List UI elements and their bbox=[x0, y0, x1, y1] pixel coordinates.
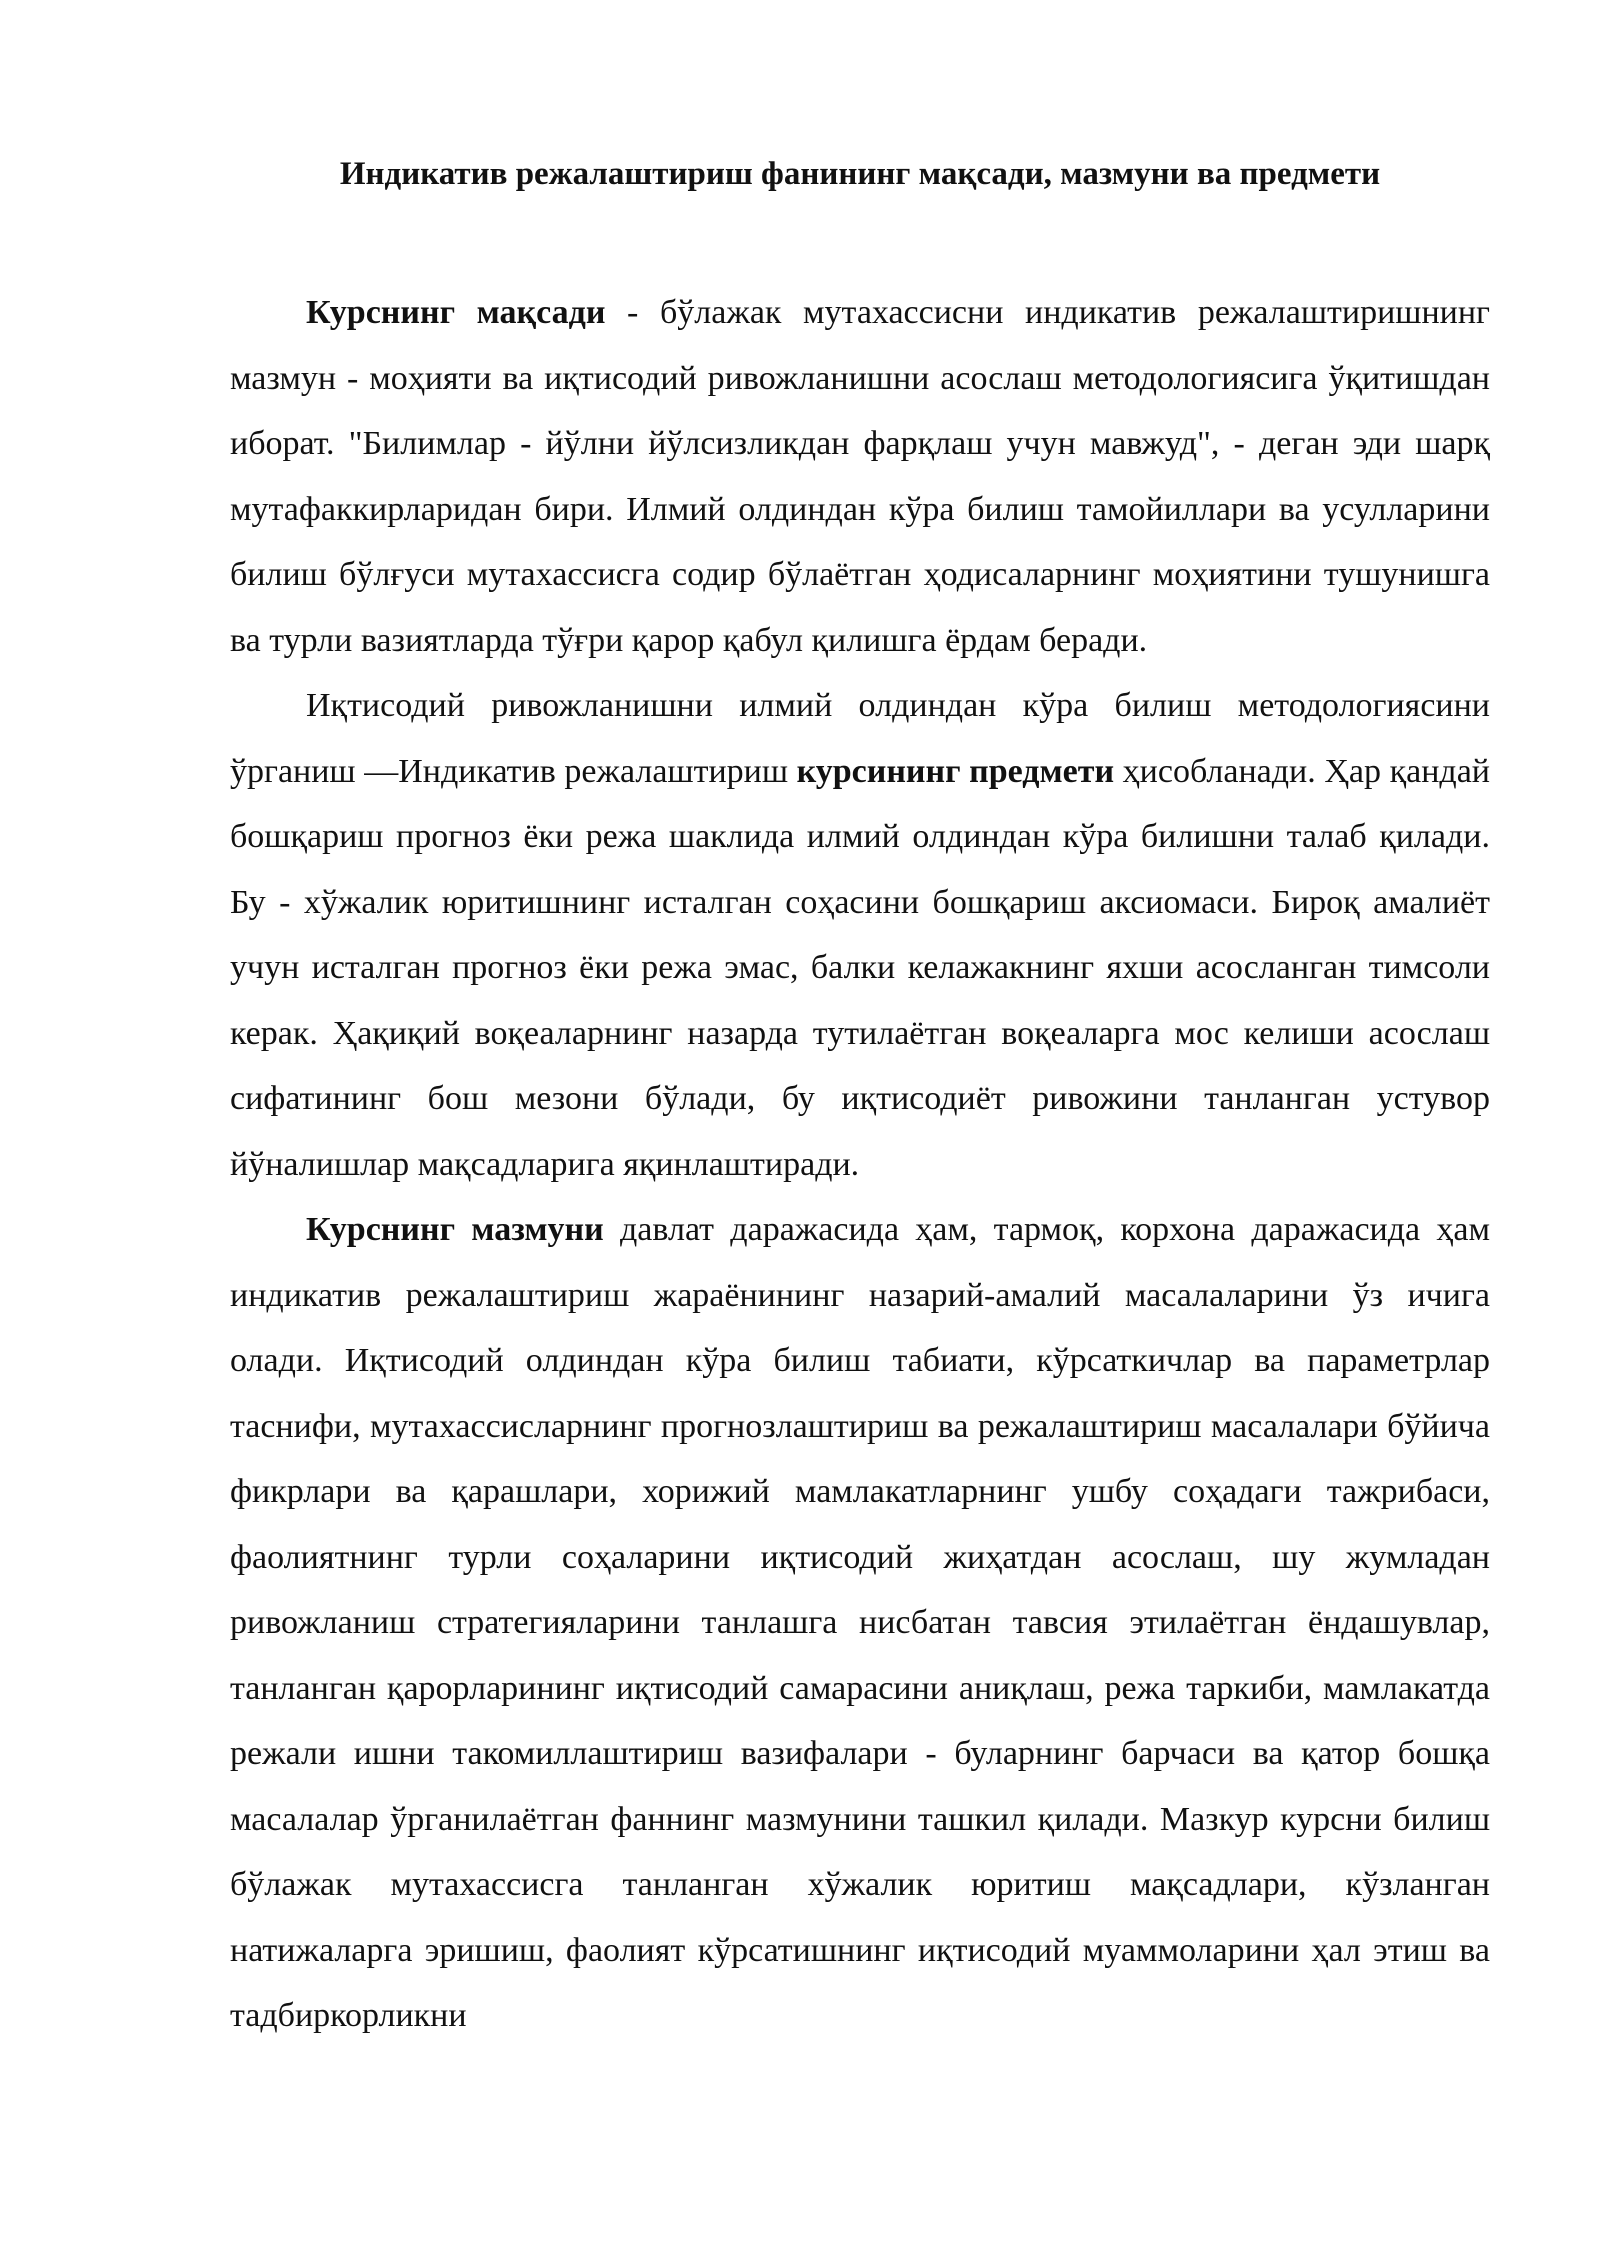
document-title: Индикатив режалаштириш фанининг мақсади, мазмуни ва предмети bbox=[339, 156, 1381, 192]
paragraph-course-subject bbox=[230, 673, 1490, 1197]
term-course-content: Курснинг мазмуни bbox=[306, 1211, 604, 1248]
term-course-goal: Курснинг мақсади bbox=[306, 294, 606, 331]
paragraph-text: давлат даражасида ҳам, тармоқ, корхона даражасида ҳам индикатив режалаштириш жараёнининг назарий-амалий масалаларини ўз ичига олади. Иқтисодий олдиндан кўра билиш табиати, кўрсаткичлар ва параметрлар таснифи, мутахассисларнинг прогнозлаштириш ва режалаштириш масалалари бўйича фикрлари ва қарашлари, хорижий мамлакатларнинг ушбу соҳадаги тажрибаси, фаолиятнинг турли соҳаларини иқтисодий жиҳатдан асослаш, шу жумладан ривожланиш стратегияларини танлашга нисбатан тавсия этилаётган ёндашувлар, танланган қарорларининг иқтисодий самарасини аниқлаш, режа таркиби, мамлакатда режали ишни такомиллаштириш вазифалари - буларнинг барчаси ва қатор бошқа масалалар ўрганилаётган фаннинг мазмунини ташкил қилади. Мазкур курсни билиш бўлажак мутахассисга танланган хўжалик юритиш мақсадлари, кўзланган натижаларга эришиш, фаолият кўрсатишнинг иқтисодий муаммоларини ҳал этиш ва тадбиркорликни bbox=[230, 1211, 1490, 2034]
paragraph-text: - бўлажак мутахассисни индикатив режалаштиришнинг мазмун - моҳияти ва иқтисодий ривожланишни асослаш методологиясига ўқитишдан иборат. "Билимлар - йўлни йўлсизликдан фарқлаш учун мавжуд", - деган эди шарқ мутафаккирларидан бири. Илмий олдиндан кўра билиш тамойиллари ва усулларини билиш бўлғуси мутахассисга содир бўлаётган ҳодисаларнинг моҳиятини тушунишга ва турли вазиятларда тўғри қарор қабул қилишга ёрдам беради. bbox=[230, 294, 1490, 659]
paragraph-text: Иқтисодий ривожланишни илмий олдиндан кўра билиш методологиясини ўрганиш —Индикатив режалаштириш bbox=[230, 687, 1490, 790]
document-body bbox=[230, 280, 1490, 2049]
paragraph-course-content bbox=[230, 1197, 1490, 2049]
term-course-subject: курсининг предмети bbox=[796, 752, 1115, 790]
paragraph-course-goal bbox=[230, 280, 1490, 673]
paragraph-text: ҳисобланади. Ҳар қандай бошқариш прогноз ёки режа шаклида илмий олдиндан кўра билишни талаб қилади. Бу - хўжалик юритишнинг исталган соҳасини бошқариш аксиомаси. Бироқ амалиёт учун исталган прогноз ёки режа эмас, балки келажакнинг яхши асосланган тимсоли керак. Ҳақиқий воқеаларнинг назарда тутилаётган воқеаларга мос келиши асослаш сифатининг бош мезони бўлади, бу иқтисодиёт ривожини танланган устувор йўналишлар мақсадларига яқинлаштиради. bbox=[230, 752, 1490, 1183]
